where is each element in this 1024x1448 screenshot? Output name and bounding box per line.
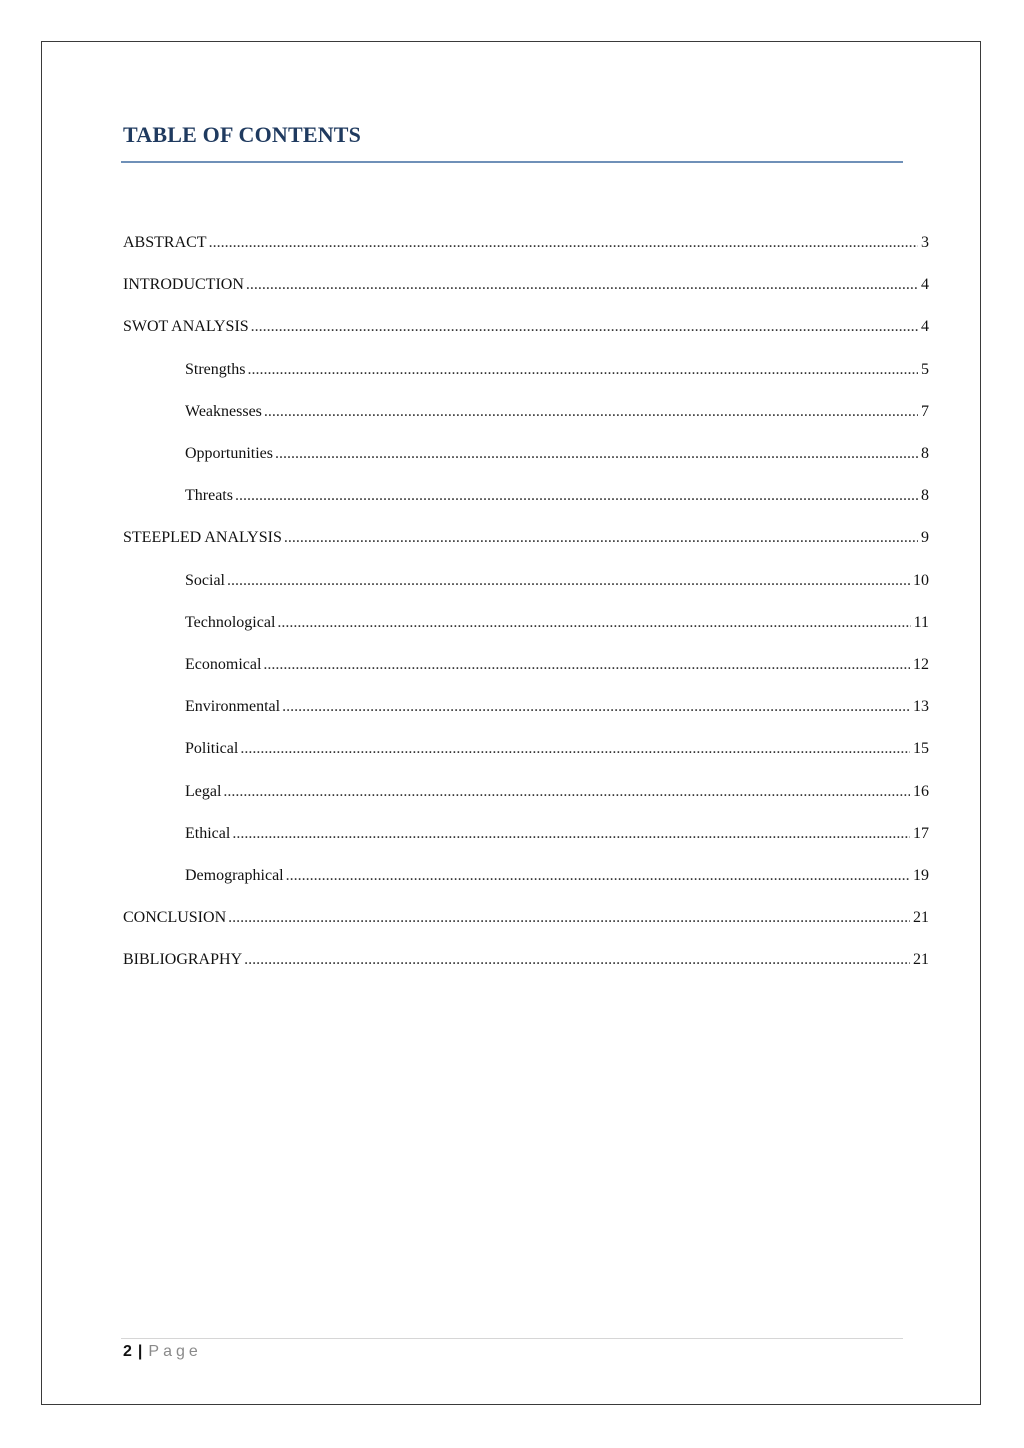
toc-entry-label: INTRODUCTION — [123, 276, 244, 293]
toc-entry-label: CONCLUSION — [123, 909, 227, 926]
toc-entry-page-number: 15 — [913, 740, 929, 757]
toc-entry-label: Political — [185, 740, 239, 757]
toc-entry-page-number: 7 — [921, 403, 929, 420]
toc-entry[interactable] — [123, 949, 929, 971]
toc-entry-label: Environmental — [185, 698, 281, 715]
toc-entry-label: Legal — [185, 783, 222, 800]
toc-entry[interactable] — [123, 232, 929, 254]
toc-dot-leader — [246, 274, 918, 296]
toc-entry-label: Threats — [185, 487, 233, 504]
toc-dot-leader — [232, 823, 910, 845]
toc-dot-leader — [284, 527, 918, 549]
toc-dot-leader — [235, 485, 918, 507]
footer-page-number: 2 — [123, 1343, 132, 1360]
toc-entry[interactable] — [185, 485, 929, 507]
toc-entry-label: STEEPLED ANALYSIS — [123, 529, 282, 546]
toc-entry-label: Economical — [185, 656, 262, 673]
toc-entry-page-number: 5 — [921, 361, 929, 378]
toc-dot-leader — [251, 316, 918, 338]
toc-entry-page-number: 21 — [913, 951, 929, 968]
toc-title: TABLE OF CONTENTS — [123, 122, 362, 147]
toc-entry-page-number: 9 — [921, 529, 929, 546]
toc-entry[interactable] — [123, 316, 929, 338]
page-footer — [123, 1343, 202, 1361]
footer-separator: | — [137, 1343, 143, 1360]
toc-entry[interactable] — [185, 359, 929, 381]
toc-entry-label: Social — [185, 572, 225, 589]
toc-entry-label: BIBLIOGRAPHY — [123, 951, 243, 968]
toc-dot-leader — [223, 781, 910, 803]
footer-page-word: Page — [148, 1343, 202, 1360]
toc-entry[interactable] — [185, 823, 929, 845]
toc-dot-leader — [228, 907, 910, 929]
toc-entry-page-number: 11 — [913, 614, 929, 631]
toc-dot-leader — [247, 359, 918, 381]
title-underline — [121, 161, 903, 163]
toc-entry-label: SWOT ANALYSIS — [123, 318, 249, 335]
footer-divider — [121, 1338, 903, 1339]
toc-entry-label: Weaknesses — [185, 403, 262, 420]
toc-entry-page-number: 3 — [921, 234, 929, 251]
toc-entry-page-number: 8 — [921, 445, 929, 462]
toc-entry-page-number: 21 — [913, 909, 929, 926]
toc-dot-leader — [227, 570, 910, 592]
toc-entry[interactable] — [185, 401, 929, 423]
toc-entry[interactable] — [123, 527, 929, 549]
toc-entry[interactable] — [185, 443, 929, 465]
toc-dot-leader — [277, 612, 910, 634]
toc-entry-label: Opportunities — [185, 445, 273, 462]
toc-entry-page-number: 4 — [921, 276, 929, 293]
toc-entry[interactable] — [185, 570, 929, 592]
toc-entry-page-number: 16 — [913, 783, 929, 800]
toc-entry[interactable] — [185, 738, 929, 760]
toc-entry-label: Strengths — [185, 361, 246, 378]
toc-entry-label: Technological — [185, 614, 276, 631]
toc-entry[interactable] — [123, 274, 929, 296]
toc-entry-label: Demographical — [185, 867, 284, 884]
toc-dot-leader — [263, 654, 910, 676]
toc-entry[interactable] — [185, 781, 929, 803]
toc-dot-leader — [240, 738, 910, 760]
toc-entry[interactable] — [123, 907, 929, 929]
toc-dot-leader — [209, 232, 918, 254]
toc-entry[interactable] — [185, 612, 929, 634]
toc-dot-leader — [286, 865, 910, 887]
toc-entry-page-number: 8 — [921, 487, 929, 504]
toc-dot-leader — [275, 443, 918, 465]
toc-entry-page-number: 4 — [921, 318, 929, 335]
toc-dot-leader — [282, 696, 910, 718]
toc-entry-page-number: 19 — [913, 867, 929, 884]
toc-entry-page-number: 13 — [913, 698, 929, 715]
toc-entry[interactable] — [185, 654, 929, 676]
toc-entry[interactable] — [185, 865, 929, 887]
toc-entry-label: ABSTRACT — [123, 234, 207, 251]
toc-entry-page-number: 10 — [913, 572, 929, 589]
toc-entry[interactable] — [185, 696, 929, 718]
toc-entry-label: Ethical — [185, 825, 231, 842]
toc-dot-leader — [264, 401, 918, 423]
toc-entry-page-number: 17 — [913, 825, 929, 842]
toc-entry-page-number: 12 — [913, 656, 929, 673]
toc-dot-leader — [244, 949, 910, 971]
